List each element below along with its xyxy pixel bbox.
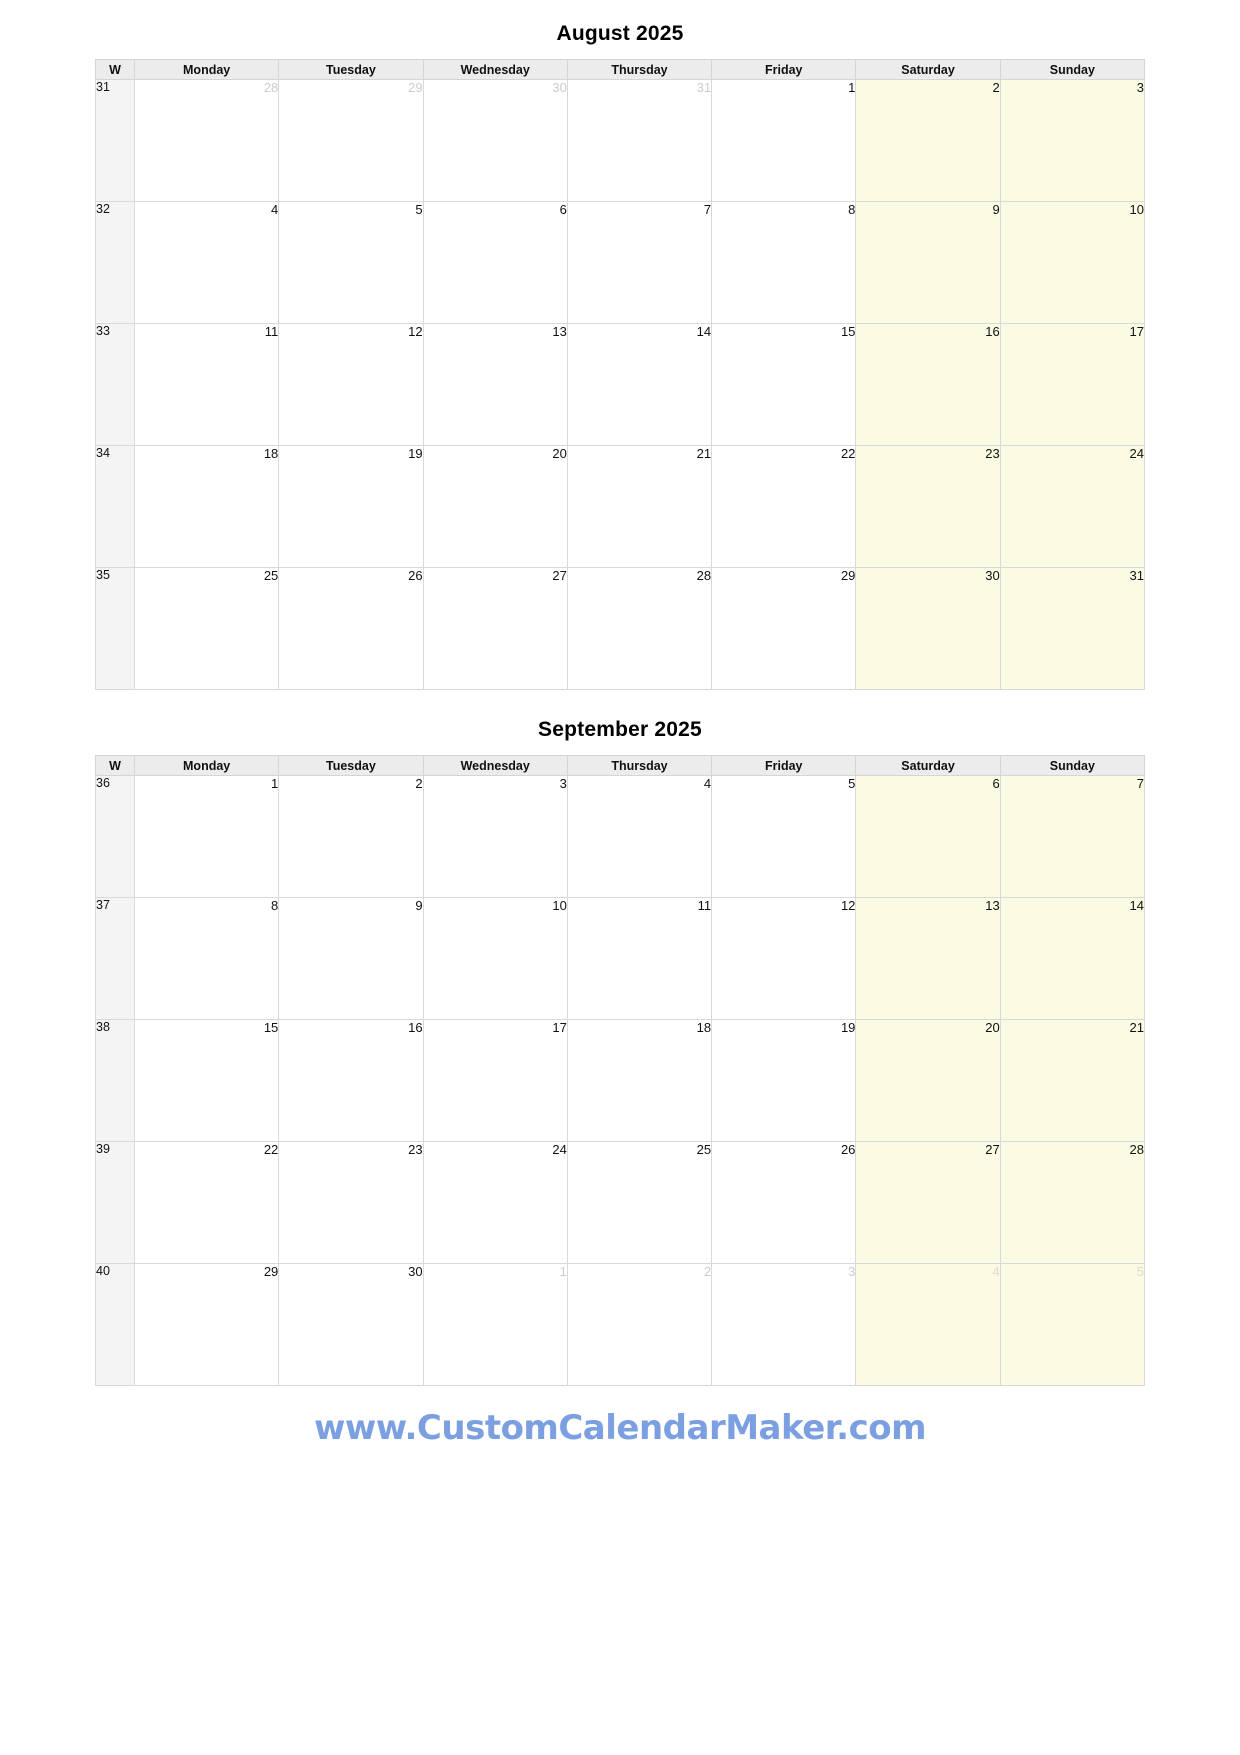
day-cell[interactable]: 9: [856, 202, 1000, 324]
day-cell[interactable]: 27: [423, 568, 567, 690]
day-cell[interactable]: 1: [135, 776, 279, 898]
day-cell[interactable]: 27: [856, 1142, 1000, 1264]
weekday-header-monday: Monday: [135, 756, 279, 776]
day-cell[interactable]: 24: [1000, 446, 1144, 568]
week-number-cell: 31: [96, 80, 135, 202]
day-cell[interactable]: 4: [856, 1264, 1000, 1386]
day-cell[interactable]: 7: [1000, 776, 1144, 898]
day-cell[interactable]: 14: [567, 324, 711, 446]
weekday-header-friday: Friday: [712, 60, 856, 80]
calendar-week-row: [96, 1142, 1145, 1264]
day-cell[interactable]: 19: [712, 1020, 856, 1142]
day-cell[interactable]: 4: [567, 776, 711, 898]
calendar-week-row: [96, 568, 1145, 690]
month-block-august: [95, 0, 1145, 690]
calendar-header-row: [96, 60, 1145, 80]
day-cell[interactable]: 12: [712, 898, 856, 1020]
day-cell[interactable]: 29: [712, 568, 856, 690]
day-cell[interactable]: 28: [1000, 1142, 1144, 1264]
day-cell[interactable]: 2: [856, 80, 1000, 202]
day-cell[interactable]: 31: [567, 80, 711, 202]
weekday-header-tuesday: Tuesday: [279, 756, 423, 776]
day-cell[interactable]: 20: [856, 1020, 1000, 1142]
week-column-header: W: [96, 60, 135, 80]
calendar-week-row: [96, 898, 1145, 1020]
day-cell[interactable]: 10: [1000, 202, 1144, 324]
day-cell[interactable]: 26: [279, 568, 423, 690]
day-cell[interactable]: 30: [279, 1264, 423, 1386]
day-cell[interactable]: 30: [856, 568, 1000, 690]
day-cell[interactable]: 21: [1000, 1020, 1144, 1142]
day-cell[interactable]: 10: [423, 898, 567, 1020]
day-cell[interactable]: 11: [135, 324, 279, 446]
day-cell[interactable]: 3: [712, 1264, 856, 1386]
day-cell[interactable]: 2: [279, 776, 423, 898]
day-cell[interactable]: 20: [423, 446, 567, 568]
weekday-header-sunday: Sunday: [1000, 60, 1144, 80]
month-block-september: [95, 690, 1145, 1386]
weekday-header-wednesday: Wednesday: [423, 60, 567, 80]
calendar-week-row: [96, 446, 1145, 568]
day-cell[interactable]: 11: [567, 898, 711, 1020]
day-cell[interactable]: 18: [135, 446, 279, 568]
week-column-header: W: [96, 756, 135, 776]
day-cell[interactable]: 5: [712, 776, 856, 898]
day-cell[interactable]: 16: [279, 1020, 423, 1142]
week-number-cell: 33: [96, 324, 135, 446]
calendar-table-september: [95, 755, 1145, 1386]
day-cell[interactable]: 9: [279, 898, 423, 1020]
day-cell[interactable]: 3: [1000, 80, 1144, 202]
calendar-week-row: [96, 202, 1145, 324]
website-link[interactable]: www.CustomCalendarMaker.com: [313, 1408, 927, 1448]
calendar-week-row: [96, 776, 1145, 898]
calendar-week-row: [96, 324, 1145, 446]
week-number-cell: 32: [96, 202, 135, 324]
week-number-cell: 36: [96, 776, 135, 898]
day-cell[interactable]: 17: [423, 1020, 567, 1142]
month-title: August 2025: [556, 22, 684, 45]
day-cell[interactable]: 15: [712, 324, 856, 446]
footer: [0, 1408, 1240, 1448]
calendar-table-august: [95, 59, 1145, 690]
day-cell[interactable]: 2: [567, 1264, 711, 1386]
calendar-body-august: [96, 80, 1145, 690]
day-cell[interactable]: 13: [423, 324, 567, 446]
day-cell[interactable]: 5: [1000, 1264, 1144, 1386]
day-cell[interactable]: 15: [135, 1020, 279, 1142]
weekday-header-thursday: Thursday: [567, 60, 711, 80]
day-cell[interactable]: 31: [1000, 568, 1144, 690]
day-cell[interactable]: 7: [567, 202, 711, 324]
day-cell[interactable]: 6: [423, 202, 567, 324]
calendar-week-row: [96, 1020, 1145, 1142]
day-cell[interactable]: 22: [135, 1142, 279, 1264]
day-cell[interactable]: 24: [423, 1142, 567, 1264]
day-cell[interactable]: 23: [856, 446, 1000, 568]
weekday-header-saturday: Saturday: [856, 756, 1000, 776]
weekday-header-tuesday: Tuesday: [279, 60, 423, 80]
day-cell[interactable]: 5: [279, 202, 423, 324]
day-cell[interactable]: 19: [279, 446, 423, 568]
calendar-header-row: [96, 756, 1145, 776]
weekday-header-wednesday: Wednesday: [423, 756, 567, 776]
day-cell[interactable]: 26: [712, 1142, 856, 1264]
day-cell[interactable]: 14: [1000, 898, 1144, 1020]
day-cell[interactable]: 25: [135, 568, 279, 690]
day-cell[interactable]: 1: [423, 1264, 567, 1386]
day-cell[interactable]: 4: [135, 202, 279, 324]
day-cell[interactable]: 23: [279, 1142, 423, 1264]
day-cell[interactable]: 1: [712, 80, 856, 202]
day-cell[interactable]: 13: [856, 898, 1000, 1020]
day-cell[interactable]: 8: [712, 202, 856, 324]
day-cell[interactable]: 18: [567, 1020, 711, 1142]
day-cell[interactable]: 29: [135, 1264, 279, 1386]
weekday-header-monday: Monday: [135, 60, 279, 80]
week-number-cell: 39: [96, 1142, 135, 1264]
day-cell[interactable]: 3: [423, 776, 567, 898]
day-cell[interactable]: 29: [279, 80, 423, 202]
weekday-header-sunday: Sunday: [1000, 756, 1144, 776]
day-cell[interactable]: 17: [1000, 324, 1144, 446]
week-number-cell: 37: [96, 898, 135, 1020]
week-number-cell: 38: [96, 1020, 135, 1142]
week-number-cell: 35: [96, 568, 135, 690]
day-cell[interactable]: 6: [856, 776, 1000, 898]
day-cell[interactable]: 21: [567, 446, 711, 568]
calendar-body-september: [96, 776, 1145, 1386]
calendar-week-row: [96, 80, 1145, 202]
week-number-cell: 40: [96, 1264, 135, 1386]
day-cell[interactable]: 30: [423, 80, 567, 202]
day-cell[interactable]: 25: [567, 1142, 711, 1264]
day-cell[interactable]: 28: [567, 568, 711, 690]
day-cell[interactable]: 8: [135, 898, 279, 1020]
day-cell[interactable]: 28: [135, 80, 279, 202]
weekday-header-thursday: Thursday: [567, 756, 711, 776]
month-title: September 2025: [538, 718, 702, 741]
week-number-cell: 34: [96, 446, 135, 568]
day-cell[interactable]: 22: [712, 446, 856, 568]
day-cell[interactable]: 12: [279, 324, 423, 446]
calendar-week-row: [96, 1264, 1145, 1386]
weekday-header-saturday: Saturday: [856, 60, 1000, 80]
weekday-header-friday: Friday: [712, 756, 856, 776]
day-cell[interactable]: 16: [856, 324, 1000, 446]
